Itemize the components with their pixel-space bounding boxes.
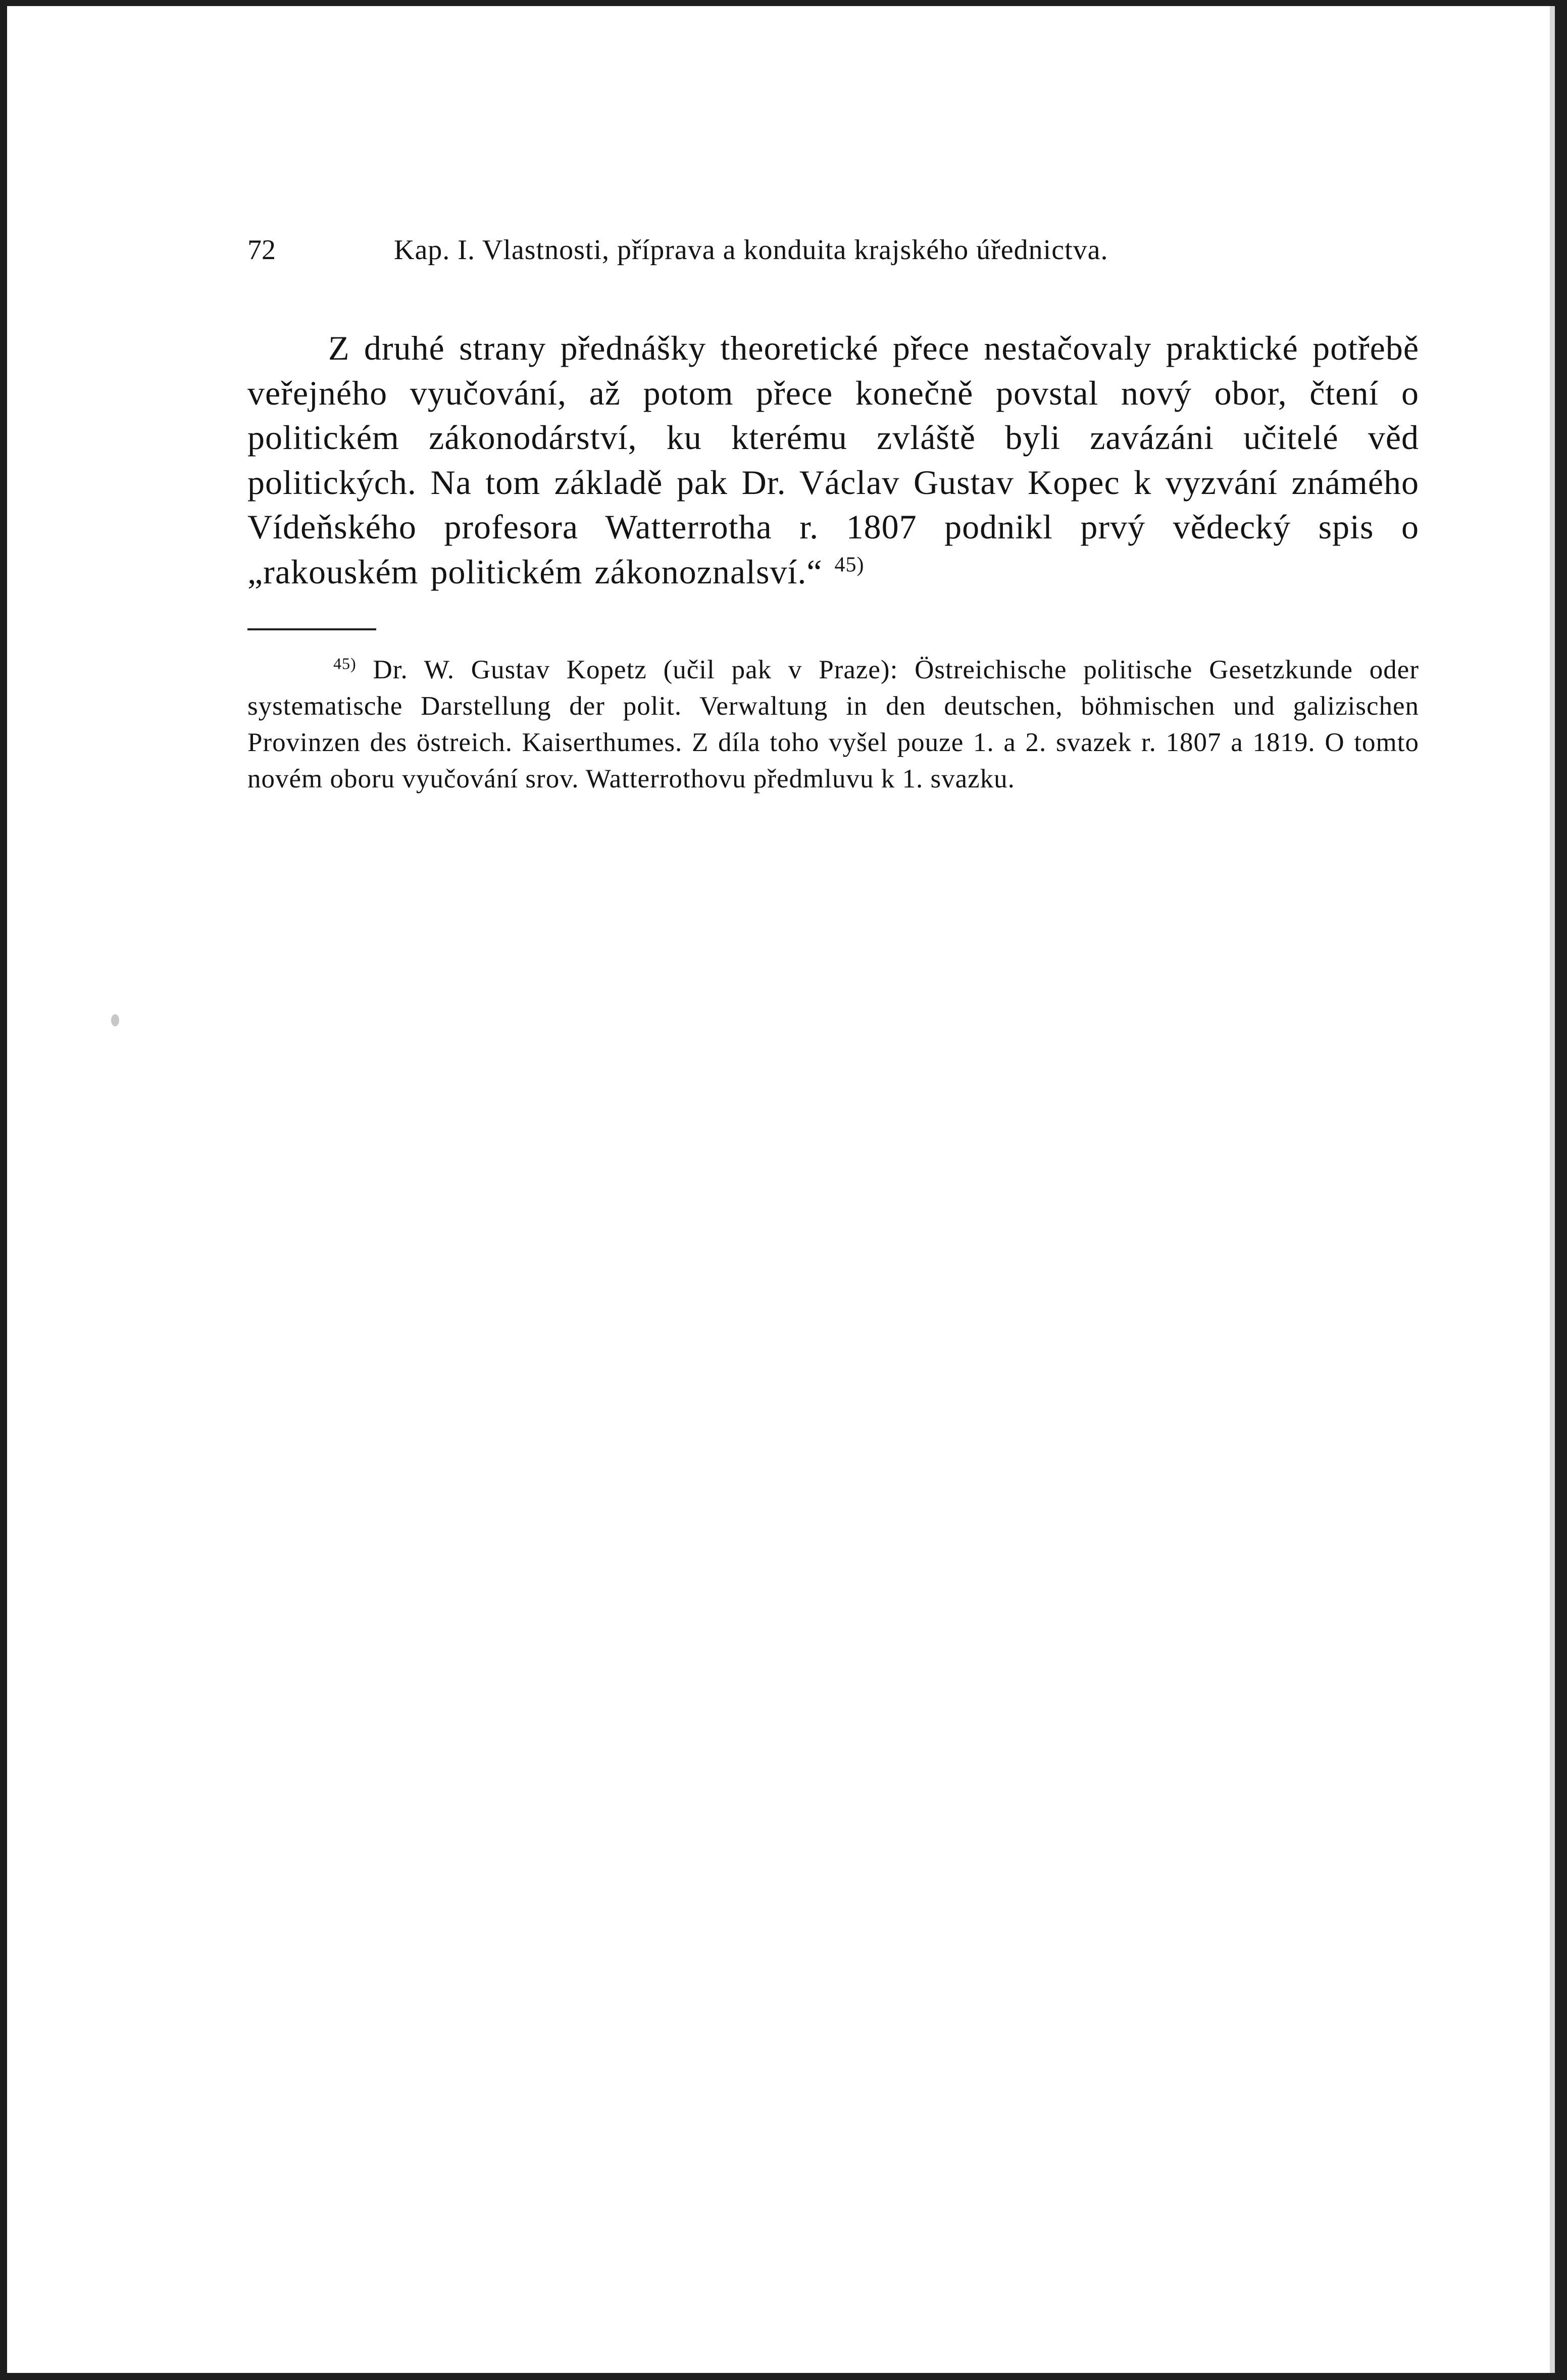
footnote: [247, 652, 1419, 797]
paper-speck: [111, 1014, 119, 1026]
scan-edge-right: [1555, 0, 1567, 2380]
running-head: [247, 227, 1419, 273]
footnote-text: Dr. W. Gustav Kopetz (učil pak v Praze): Östreichische politische Gesetzkunde oder systematische Darstellung der polit. Verwaltung in den deutschen, böhmischen und galizischen Provinzen des östreich. Kaiserthumes. Z díla toho vyšel pouze 1. a 2. svazek r. 1807 a 1819. O tomto novém oboru vyučování srov. Watterrothovu předmluvu k 1. svazku.: [247, 655, 1419, 794]
running-title: Kap. I. Vlastnosti, příprava a konduita krajského úřednictva.: [394, 234, 1108, 266]
footnote-marker: 45): [333, 654, 357, 673]
paragraph-text: Z druhé strany přednášky theoretické přece nestačovaly praktické potřebě veřejného vyučování, až potom přece konečně povstal nový obor, čtení o politickém zákonodárství, ku kterému zvláště byli zavázáni učitelé věd politických. Na tom základě pak Dr. Václav Gustav Kopec k vyzvání známého Vídeňského profesora Watterrotha r. 1807 podnikl prvý vědecký spis o „rakouském politickém zákonoznalsví.“: [247, 329, 1419, 591]
footnote-divider: [247, 628, 376, 630]
page-edge-shadow: [1550, 6, 1555, 2373]
footnote-reference: 45): [834, 553, 865, 576]
book-page: [247, 227, 1419, 824]
page-number: 72: [247, 234, 276, 266]
body-paragraph: [247, 326, 1419, 594]
